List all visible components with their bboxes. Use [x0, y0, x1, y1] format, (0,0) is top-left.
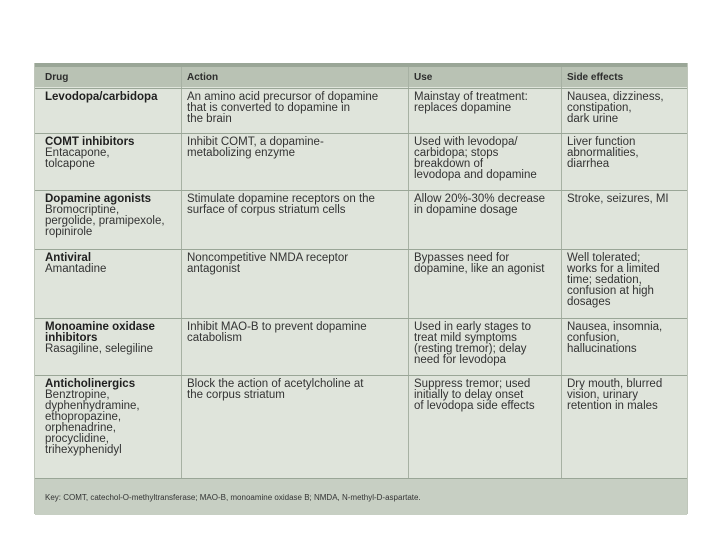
side-effect-line: Nausea, dizziness, [567, 91, 664, 103]
side-effects-cell [567, 194, 685, 205]
drug-example: ethopropazine, [45, 411, 122, 423]
action-line: Noncompetitive NMDA receptor [187, 252, 349, 264]
drug-example: Bromocriptine, [45, 204, 120, 216]
action-line: catabolism [187, 332, 242, 344]
drug-table [34, 63, 688, 514]
drug-cell [45, 379, 180, 456]
drug-example: Entacapone, [45, 147, 110, 159]
drug-example: pergolide, pramipexole, [45, 215, 165, 227]
use-line: need for levodopa [414, 354, 507, 366]
action-line: An amino acid precursor of dopamine [187, 91, 379, 103]
table-row [35, 318, 687, 375]
use-line: (resting tremor); delay [414, 343, 527, 355]
side-effect-line: Stroke, seizures, MI [567, 193, 669, 205]
action-line: antagonist [187, 263, 241, 275]
side-effect-line: Nausea, insomnia, [567, 321, 663, 333]
drug-name: COMT inhibitors [45, 136, 135, 148]
use-line: carbidopa; stops [414, 147, 499, 159]
use-line: Used in early stages to [414, 321, 531, 333]
drug-cell [45, 137, 180, 170]
use-line: breakdown of [414, 158, 484, 170]
use-line: replaces dopamine [414, 102, 512, 114]
side-effect-line: vision, urinary [567, 389, 638, 401]
drug-name: Monoamine oxidase [45, 321, 155, 333]
drug-example: procyclidine, [45, 433, 109, 445]
side-effect-line: diarrhea [567, 158, 610, 170]
table-row [35, 88, 687, 133]
drug-cell [45, 92, 180, 103]
action-line: Stimulate dopamine receptors on the [187, 193, 375, 205]
drug-name: Anticholinergics [45, 378, 136, 390]
header-action: Action [187, 72, 219, 83]
action-cell [187, 379, 407, 401]
side-effects-cell [567, 92, 685, 125]
side-effect-line: Well tolerated; [567, 252, 641, 264]
action-line: the corpus striatum [187, 389, 285, 401]
action-cell [187, 137, 407, 159]
side-effects-cell [567, 379, 685, 412]
side-effects-cell [567, 253, 685, 308]
key-text: Key: COMT, catechol-O-methyltransferase; MAO-B, monoamine oxidase B; NMDA, N-methyl-D-aspartate. [45, 493, 421, 502]
drug-example: ropinirole [45, 226, 93, 238]
use-line: of levodopa side effects [414, 400, 535, 412]
use-line: Mainstay of treatment: [414, 91, 528, 103]
use-line: initially to delay onset [414, 389, 524, 401]
side-effect-line: dosages [567, 296, 611, 308]
action-line: the brain [187, 113, 232, 125]
use-cell [414, 253, 562, 275]
action-line: Inhibit COMT, a dopamine- [187, 136, 324, 148]
action-line: Block the action of acetylcholine at [187, 378, 364, 390]
use-line: treat mild symptoms [414, 332, 517, 344]
drug-example: Amantadine [45, 263, 107, 275]
drug-cell [45, 194, 180, 238]
action-cell [187, 92, 407, 125]
use-line: dopamine, like an agonist [414, 263, 545, 275]
action-cell [187, 322, 407, 344]
action-line: Inhibit MAO-B to prevent dopamine [187, 321, 367, 333]
drug-example: orphenadrine, [45, 422, 116, 434]
action-cell [187, 253, 407, 275]
drug-name: Dopamine agonists [45, 193, 152, 205]
drug-example: Benztropine, [45, 389, 110, 401]
use-line: Used with levodopa/ [414, 136, 518, 148]
side-effect-line: Liver function [567, 136, 636, 148]
side-effect-line: time; sedation, [567, 274, 642, 286]
action-line: that is converted to dopamine in [187, 102, 351, 114]
use-cell [414, 137, 562, 181]
table-row [35, 375, 687, 478]
action-line: metabolizing enzyme [187, 147, 296, 159]
drug-example: trihexyphenidyl [45, 444, 122, 456]
use-line: Bypasses need for [414, 252, 510, 264]
table-footnote [35, 478, 687, 515]
use-cell [414, 194, 562, 216]
side-effect-line: Dry mouth, blurred [567, 378, 663, 390]
side-effect-line: works for a limited [567, 263, 660, 275]
drug-name: Antiviral [45, 252, 92, 264]
drug-example: Rasagiline, selegiline [45, 343, 154, 355]
drug-example: tolcapone [45, 158, 95, 170]
side-effect-line: confusion at high [567, 285, 654, 297]
drug-cell [45, 253, 180, 275]
drug-name: Levodopa/carbidopa [45, 91, 158, 103]
side-effect-line: retention in males [567, 400, 658, 412]
use-line: Suppress tremor; used [414, 378, 531, 390]
use-cell [414, 92, 562, 114]
table-row [35, 133, 687, 190]
table-row [35, 249, 687, 318]
drug-cell [45, 322, 180, 355]
use-line: Allow 20%-30% decrease [414, 193, 546, 205]
side-effect-line: confusion, [567, 332, 620, 344]
side-effect-line: dark urine [567, 113, 619, 125]
use-cell [414, 322, 562, 366]
side-effects-cell [567, 137, 685, 170]
header-drug: Drug [45, 72, 69, 83]
use-line: in dopamine dosage [414, 204, 518, 216]
use-line: levodopa and dopamine [414, 169, 537, 181]
table-row [35, 190, 687, 249]
action-line: surface of corpus striatum cells [187, 204, 346, 216]
side-effect-line: hallucinations [567, 343, 637, 355]
drug-example: dyphenhydramine, [45, 400, 140, 412]
action-cell [187, 194, 407, 216]
drug-name-line2: inhibitors [45, 332, 98, 344]
header-use: Use [414, 72, 433, 83]
header-side-effects: Side effects [567, 72, 624, 83]
side-effect-line: constipation, [567, 102, 632, 114]
header-row [35, 67, 687, 87]
side-effects-cell [567, 322, 685, 355]
side-effect-line: abnormalities, [567, 147, 639, 159]
use-cell [414, 379, 562, 412]
